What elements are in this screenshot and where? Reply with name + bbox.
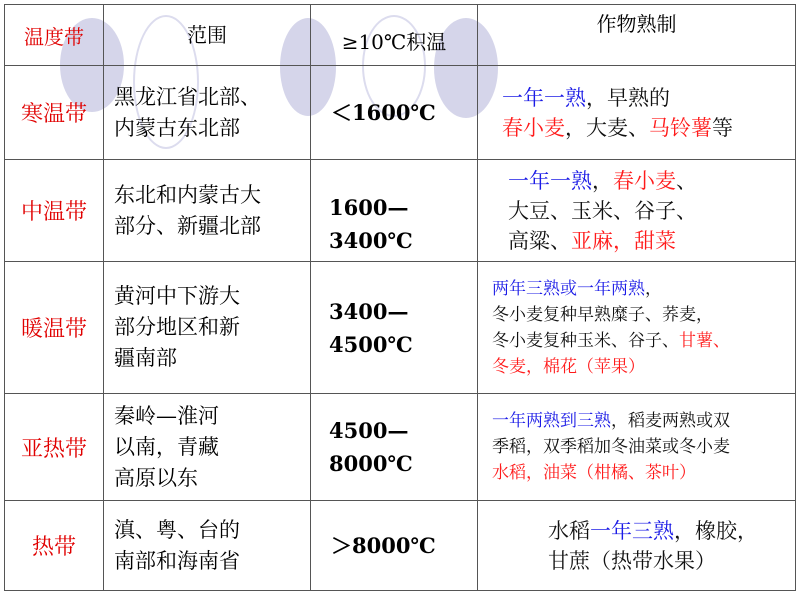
crop-text-blue: 一年两熟到三熟 (492, 411, 611, 431)
zone-name: 暖温带 (20, 317, 87, 342)
range-line: 秦岭—淮河 (114, 403, 219, 428)
temp-line: 4500℃ (329, 331, 413, 357)
crop-text-black: 甘蔗（热带水果） (548, 548, 716, 573)
table-row (5, 66, 796, 160)
crop-text-blue: 两年三熟或一年两熟 (492, 278, 645, 299)
table-row (5, 160, 796, 262)
range-line: 东北和内蒙古大 (114, 182, 261, 207)
crop-text-black: 水稻 (548, 518, 590, 543)
crop-text-red: 水稻，油菜（柑橘、茶叶） (492, 463, 696, 483)
table-row (5, 501, 796, 591)
temp-line: ＞8000℃ (331, 533, 436, 558)
zone-name: 亚热带 (20, 436, 87, 462)
range-line: 南部和海南省 (114, 548, 240, 573)
crop-text-red: 冬麦，棉花（苹果） (492, 356, 645, 377)
crop-text-black: 大豆、玉米、谷子、 (508, 198, 697, 223)
zone-name: 中温带 (20, 200, 87, 225)
temp-line: 3400℃ (329, 228, 413, 253)
header-crops: 作物熟制 (478, 5, 796, 66)
crop-text-red: 春小麦 (613, 168, 676, 193)
range-cell (104, 160, 311, 262)
crop-text-red: 马铃薯 (649, 115, 712, 140)
header-temp: ≥10℃积温 (311, 5, 478, 66)
crop-text-black: 等 (712, 115, 733, 140)
crop-text-black: ， (645, 278, 662, 299)
crop-text-black: ，橡胶， (674, 518, 758, 543)
range-line: 疆南部 (114, 346, 177, 370)
zone-name: 热带 (31, 535, 76, 560)
temp-line: 3400— (329, 298, 409, 324)
crop-text-red: 甘薯、 (679, 330, 730, 351)
crop-text-red: 春小麦 (502, 115, 565, 140)
crops-cell (478, 262, 796, 394)
range-cell (104, 501, 311, 591)
crop-text-black: 冬小麦复种早熟糜子、荞麦， (492, 304, 713, 325)
range-cell (104, 394, 311, 501)
crops-line (548, 546, 795, 576)
zone-cell (5, 160, 104, 262)
crop-text-blue: 一年三熟 (590, 518, 674, 543)
crop-text-black: 季稻，双季稻加冬油菜或冬小麦 (492, 437, 730, 457)
crops-line (492, 434, 795, 460)
crops-line (492, 276, 795, 302)
header-zone: 温度带 (5, 5, 104, 66)
zone-cell (5, 394, 104, 501)
crops-line (508, 166, 795, 196)
zone-name: 寒温带 (20, 102, 87, 127)
range-line: 高原以东 (114, 465, 198, 490)
zone-cell (5, 262, 104, 394)
crop-text-red: 亚麻，甜菜 (571, 228, 676, 253)
range-line: 以南，青藏 (114, 434, 219, 459)
crop-text-blue: 一年一熟 (508, 168, 592, 193)
crop-text-black: ，稻麦两熟或双 (611, 411, 730, 431)
crops-line (502, 83, 795, 113)
temp-cell (311, 394, 478, 501)
crops-cell (478, 394, 796, 501)
table-header-row (5, 5, 796, 66)
crop-text-blue: 一年一熟 (502, 85, 586, 110)
crops-cell (478, 66, 796, 160)
temp-cell (311, 262, 478, 394)
range-line: 部分地区和新 (114, 315, 240, 339)
range-line: 黑龙江省北部、 (114, 84, 261, 109)
range-cell (104, 66, 311, 160)
table-row (5, 394, 796, 501)
zone-cell (5, 501, 104, 591)
table-row (5, 262, 796, 394)
crop-text-black: ，大麦、 (565, 115, 649, 140)
range-line: 滇、粤、台的 (114, 517, 240, 542)
crops-cell (478, 501, 796, 591)
crops-line (492, 408, 795, 434)
crop-text-black: 高粱、 (508, 228, 571, 253)
range-cell (104, 262, 311, 394)
range-line: 内蒙古东北部 (114, 115, 240, 140)
crops-line (508, 226, 795, 256)
temp-cell (311, 66, 478, 160)
crops-line (492, 460, 795, 486)
crops-line (492, 328, 795, 354)
crops-line (502, 113, 795, 143)
header-range: 范围 (104, 5, 311, 66)
crop-text-black: ， (592, 168, 613, 193)
crops-line (548, 516, 795, 546)
temp-line: 1600— (329, 195, 409, 220)
crop-text-black: ，早熟的 (586, 85, 670, 110)
temp-line: 8000℃ (329, 451, 413, 476)
temp-line: 4500— (329, 418, 409, 443)
temp-line: ＜1600℃ (331, 100, 436, 125)
zone-cell (5, 66, 104, 160)
crops-line (508, 196, 795, 226)
crops-line (492, 354, 795, 380)
crops-cell (478, 160, 796, 262)
range-line: 黄河中下游大 (114, 284, 240, 308)
crop-text-black: 冬小麦复种玉米、谷子、 (492, 330, 679, 351)
climate-zone-table (4, 4, 796, 591)
range-line: 部分、新疆北部 (114, 213, 261, 238)
crop-text-black: 、 (676, 168, 697, 193)
crops-line (492, 302, 795, 328)
temp-cell (311, 501, 478, 591)
temp-cell (311, 160, 478, 262)
